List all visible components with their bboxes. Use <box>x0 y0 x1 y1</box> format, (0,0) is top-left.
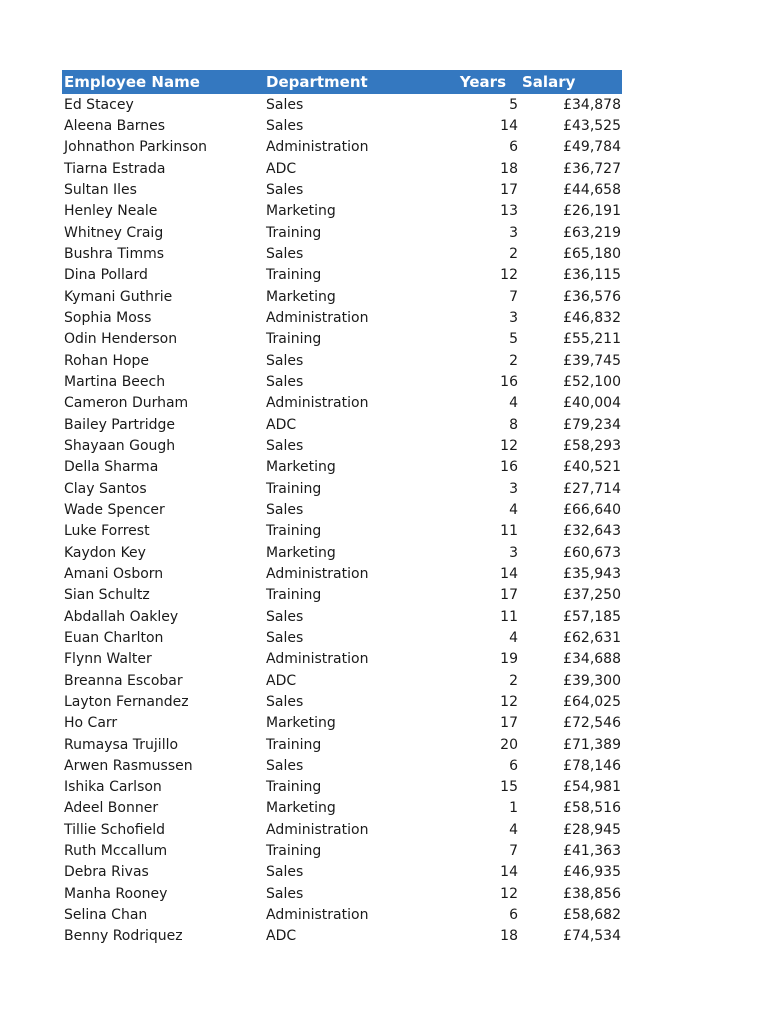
cell-salary[interactable]: £36,727 <box>563 160 621 177</box>
cell-employee-name[interactable]: Rohan Hope <box>64 352 150 369</box>
cell-employee-name[interactable]: Bailey Partridge <box>64 416 175 433</box>
table-row <box>62 329 622 350</box>
cell-salary[interactable]: £58,293 <box>563 437 621 454</box>
cell-salary[interactable]: £55,211 <box>563 331 621 348</box>
cell-salary[interactable]: £27,714 <box>563 480 621 497</box>
cell-salary[interactable]: £79,234 <box>563 416 621 433</box>
cell-department[interactable]: Training <box>266 736 322 753</box>
cell-years[interactable]: 11 <box>500 523 518 540</box>
cell-department[interactable]: Sales <box>266 693 304 710</box>
cell-employee-name[interactable]: Clay Santos <box>64 480 147 497</box>
cell-salary[interactable]: £46,832 <box>563 309 621 326</box>
cell-department[interactable]: Training <box>266 224 322 241</box>
table-row <box>62 713 622 734</box>
cell-department[interactable]: Administration <box>266 651 369 668</box>
cell-department[interactable]: Sales <box>266 117 304 134</box>
cell-employee-name[interactable]: Amani Osborn <box>64 565 164 582</box>
cell-employee-name[interactable]: Euan Charlton <box>64 629 164 646</box>
table-header-row <box>62 70 622 94</box>
table-row <box>62 649 622 670</box>
cell-salary[interactable]: £43,525 <box>563 117 621 134</box>
cell-department[interactable]: Sales <box>266 373 304 390</box>
cell-years[interactable]: 2 <box>509 672 518 689</box>
cell-salary[interactable]: £34,688 <box>563 651 621 668</box>
cell-department[interactable]: ADC <box>266 416 297 433</box>
cell-department[interactable]: Sales <box>266 245 304 262</box>
cell-years[interactable]: 15 <box>500 779 518 796</box>
cell-employee-name[interactable]: Abdallah Oakley <box>64 608 179 625</box>
table-row <box>62 286 622 307</box>
cell-salary[interactable]: £26,191 <box>563 203 621 220</box>
table-row <box>62 457 622 478</box>
cell-department[interactable]: Sales <box>266 885 304 902</box>
cell-employee-name[interactable]: Luke Forrest <box>64 523 150 540</box>
cell-salary[interactable]: £36,115 <box>563 267 621 284</box>
cell-years[interactable]: 12 <box>500 693 518 710</box>
table-row <box>62 926 622 947</box>
table-row <box>62 350 622 371</box>
cell-employee-name[interactable]: Rumaysa Trujillo <box>64 736 179 753</box>
cell-years[interactable]: 17 <box>500 181 518 198</box>
table-row <box>62 158 622 179</box>
table-row <box>62 243 622 264</box>
cell-department[interactable]: Sales <box>266 608 304 625</box>
cell-salary[interactable]: £72,546 <box>563 715 621 732</box>
cell-employee-name[interactable]: Whitney Craig <box>64 224 164 241</box>
cell-department[interactable]: Marketing <box>266 459 336 476</box>
header-salary[interactable]: Salary <box>522 73 576 91</box>
cell-employee-name[interactable]: Wade Spencer <box>64 501 165 518</box>
cell-department[interactable]: Administration <box>266 907 369 924</box>
cell-years[interactable]: 11 <box>500 608 518 625</box>
cell-employee-name[interactable]: Bushra Timms <box>64 245 165 262</box>
cell-years[interactable]: 2 <box>509 352 518 369</box>
cell-years[interactable]: 18 <box>500 160 518 177</box>
cell-department[interactable]: Training <box>266 331 322 348</box>
cell-department[interactable]: Marketing <box>266 288 336 305</box>
cell-department[interactable]: Administration <box>266 565 369 582</box>
table-row <box>62 414 622 435</box>
header-employee-name[interactable]: Employee Name <box>64 73 200 91</box>
table-body <box>62 94 622 947</box>
cell-department[interactable]: Sales <box>266 629 304 646</box>
cell-years[interactable]: 18 <box>500 928 518 945</box>
cell-years[interactable]: 4 <box>509 395 518 412</box>
cell-employee-name[interactable]: Flynn Walter <box>64 651 152 668</box>
cell-employee-name[interactable]: Tiarna Estrada <box>64 160 166 177</box>
table-row <box>62 435 622 456</box>
cell-salary[interactable]: £52,100 <box>563 373 621 390</box>
cell-department[interactable]: ADC <box>266 928 297 945</box>
cell-years[interactable]: 17 <box>500 587 518 604</box>
cell-employee-name[interactable]: Sian Schultz <box>64 587 150 604</box>
cell-years[interactable]: 12 <box>500 437 518 454</box>
cell-employee-name[interactable]: Adeel Bonner <box>64 800 159 817</box>
cell-department[interactable]: Sales <box>266 757 304 774</box>
table-row <box>62 670 622 691</box>
cell-salary[interactable]: £74,534 <box>563 928 621 945</box>
cell-employee-name[interactable]: Cameron Durham <box>64 395 189 412</box>
cell-years[interactable]: 6 <box>509 757 518 774</box>
cell-salary[interactable]: £39,300 <box>563 672 621 689</box>
cell-years[interactable]: 4 <box>509 501 518 518</box>
cell-salary[interactable]: £40,004 <box>563 395 621 412</box>
table-row <box>62 307 622 328</box>
table-row <box>62 691 622 712</box>
cell-employee-name[interactable]: Arwen Rasmussen <box>64 757 193 774</box>
table-row <box>62 840 622 861</box>
cell-employee-name[interactable]: Aleena Barnes <box>64 117 166 134</box>
cell-department[interactable]: ADC <box>266 672 297 689</box>
cell-years[interactable]: 5 <box>509 96 518 113</box>
cell-department[interactable]: Administration <box>266 139 369 156</box>
cell-years[interactable]: 16 <box>500 459 518 476</box>
cell-employee-name[interactable]: Henley Neale <box>64 203 158 220</box>
cell-department[interactable]: Sales <box>266 352 304 369</box>
table-row <box>62 734 622 755</box>
cell-salary[interactable]: £37,250 <box>563 587 621 604</box>
cell-employee-name[interactable]: Kymani Guthrie <box>64 288 173 305</box>
header-department[interactable]: Department <box>266 73 368 91</box>
cell-years[interactable]: 19 <box>500 651 518 668</box>
cell-employee-name[interactable]: Della Sharma <box>64 459 159 476</box>
cell-years[interactable]: 7 <box>509 843 518 860</box>
cell-employee-name[interactable]: Sultan Iles <box>64 181 137 198</box>
cell-years[interactable]: 12 <box>500 885 518 902</box>
cell-salary[interactable]: £40,521 <box>563 459 621 476</box>
cell-employee-name[interactable]: Dina Pollard <box>64 267 148 284</box>
table-row <box>62 265 622 286</box>
table-row <box>62 563 622 584</box>
cell-salary[interactable]: £36,576 <box>563 288 621 305</box>
cell-employee-name[interactable]: Selina Chan <box>64 907 148 924</box>
cell-salary[interactable]: £46,935 <box>563 864 621 881</box>
cell-department[interactable]: Marketing <box>266 544 336 561</box>
cell-department[interactable]: Training <box>266 480 322 497</box>
cell-years[interactable]: 16 <box>500 373 518 390</box>
cell-employee-name[interactable]: Ho Carr <box>64 715 118 732</box>
cell-employee-name[interactable]: Ishika Carlson <box>64 779 162 796</box>
cell-years[interactable]: 14 <box>500 117 518 134</box>
cell-employee-name[interactable]: Odin Henderson <box>64 331 178 348</box>
cell-salary[interactable]: £38,856 <box>563 885 621 902</box>
cell-employee-name[interactable]: Breanna Escobar <box>64 672 183 689</box>
cell-department[interactable]: Sales <box>266 864 304 881</box>
cell-employee-name[interactable]: Tillie Schofield <box>64 821 165 838</box>
table-row <box>62 499 622 520</box>
cell-salary[interactable]: £54,981 <box>563 779 621 796</box>
cell-salary[interactable]: £62,631 <box>563 629 621 646</box>
cell-salary[interactable]: £32,643 <box>563 523 621 540</box>
cell-salary[interactable]: £64,025 <box>563 693 621 710</box>
table-row <box>62 542 622 563</box>
header-years[interactable]: Years <box>459 73 506 91</box>
cell-department[interactable]: Marketing <box>266 800 336 817</box>
cell-department[interactable]: Administration <box>266 821 369 838</box>
cell-employee-name[interactable]: Johnathon Parkinson <box>64 139 208 156</box>
table-row <box>62 585 622 606</box>
table-row <box>62 371 622 392</box>
table-row <box>62 478 622 499</box>
cell-years[interactable]: 6 <box>509 139 518 156</box>
cell-department[interactable]: Sales <box>266 181 304 198</box>
cell-department[interactable]: Administration <box>266 309 369 326</box>
table-row <box>62 179 622 200</box>
cell-salary[interactable]: £58,682 <box>563 907 621 924</box>
table-row <box>62 393 622 414</box>
cell-salary[interactable]: £65,180 <box>563 245 621 262</box>
table-row <box>62 819 622 840</box>
cell-years[interactable]: 13 <box>500 203 518 220</box>
cell-years[interactable]: 14 <box>500 864 518 881</box>
cell-department[interactable]: Marketing <box>266 715 336 732</box>
cell-department[interactable]: ADC <box>266 160 297 177</box>
cell-years[interactable]: 3 <box>509 309 518 326</box>
table-row <box>62 883 622 904</box>
cell-salary[interactable]: £66,640 <box>563 501 621 518</box>
cell-employee-name[interactable]: Ruth Mccallum <box>64 843 168 860</box>
cell-years[interactable]: 1 <box>509 800 518 817</box>
cell-department[interactable]: Marketing <box>266 203 336 220</box>
cell-salary[interactable]: £34,878 <box>563 96 621 113</box>
table-row <box>62 798 622 819</box>
cell-salary[interactable]: £78,146 <box>563 757 621 774</box>
cell-salary[interactable]: £57,185 <box>563 608 621 625</box>
cell-department[interactable]: Training <box>266 523 322 540</box>
cell-employee-name[interactable]: Ed Stacey <box>64 96 134 113</box>
cell-years[interactable]: 14 <box>500 565 518 582</box>
cell-department[interactable]: Sales <box>266 437 304 454</box>
cell-salary[interactable]: £35,943 <box>563 565 621 582</box>
table-row <box>62 904 622 925</box>
cell-department[interactable]: Training <box>266 779 322 796</box>
cell-employee-name[interactable]: Martina Beech <box>64 373 166 390</box>
table-row <box>62 201 622 222</box>
cell-employee-name[interactable]: Benny Rodriquez <box>64 928 183 945</box>
table-row <box>62 606 622 627</box>
cell-years[interactable]: 20 <box>500 736 518 753</box>
cell-years[interactable]: 3 <box>509 544 518 561</box>
table-row <box>62 627 622 648</box>
cell-department[interactable]: Training <box>266 267 322 284</box>
table-row <box>62 137 622 158</box>
cell-years[interactable]: 3 <box>509 224 518 241</box>
table-row <box>62 777 622 798</box>
table-row <box>62 222 622 243</box>
cell-department[interactable]: Administration <box>266 395 369 412</box>
cell-salary[interactable]: £58,516 <box>563 800 621 817</box>
cell-salary[interactable]: £49,784 <box>563 139 621 156</box>
cell-years[interactable]: 12 <box>500 267 518 284</box>
cell-department[interactable]: Sales <box>266 96 304 113</box>
cell-years[interactable]: 3 <box>509 480 518 497</box>
cell-employee-name[interactable]: Layton Fernandez <box>64 693 189 710</box>
table-row <box>62 862 622 883</box>
cell-years[interactable]: 4 <box>509 629 518 646</box>
cell-years[interactable]: 5 <box>509 331 518 348</box>
cell-employee-name[interactable]: Shayaan Gough <box>64 437 176 454</box>
cell-salary[interactable]: £44,658 <box>563 181 621 198</box>
cell-salary[interactable]: £41,363 <box>563 843 621 860</box>
cell-years[interactable]: 6 <box>509 907 518 924</box>
cell-employee-name[interactable]: Debra Rivas <box>64 864 149 881</box>
cell-salary[interactable]: £71,389 <box>563 736 621 753</box>
cell-employee-name[interactable]: Sophia Moss <box>64 309 152 326</box>
table-row <box>62 94 622 115</box>
cell-department[interactable]: Training <box>266 843 322 860</box>
cell-years[interactable]: 7 <box>509 288 518 305</box>
cell-salary[interactable]: £28,945 <box>563 821 621 838</box>
cell-department[interactable]: Training <box>266 587 322 604</box>
cell-salary[interactable]: £63,219 <box>563 224 621 241</box>
cell-years[interactable]: 8 <box>509 416 518 433</box>
employee-table <box>62 70 622 947</box>
cell-years[interactable]: 4 <box>509 821 518 838</box>
cell-employee-name[interactable]: Kaydon Key <box>64 544 146 561</box>
table-row <box>62 755 622 776</box>
cell-salary[interactable]: £39,745 <box>563 352 621 369</box>
cell-years[interactable]: 17 <box>500 715 518 732</box>
cell-salary[interactable]: £60,673 <box>563 544 621 561</box>
table-row <box>62 521 622 542</box>
cell-years[interactable]: 2 <box>509 245 518 262</box>
cell-employee-name[interactable]: Manha Rooney <box>64 885 168 902</box>
cell-department[interactable]: Sales <box>266 501 304 518</box>
table-row <box>62 115 622 136</box>
